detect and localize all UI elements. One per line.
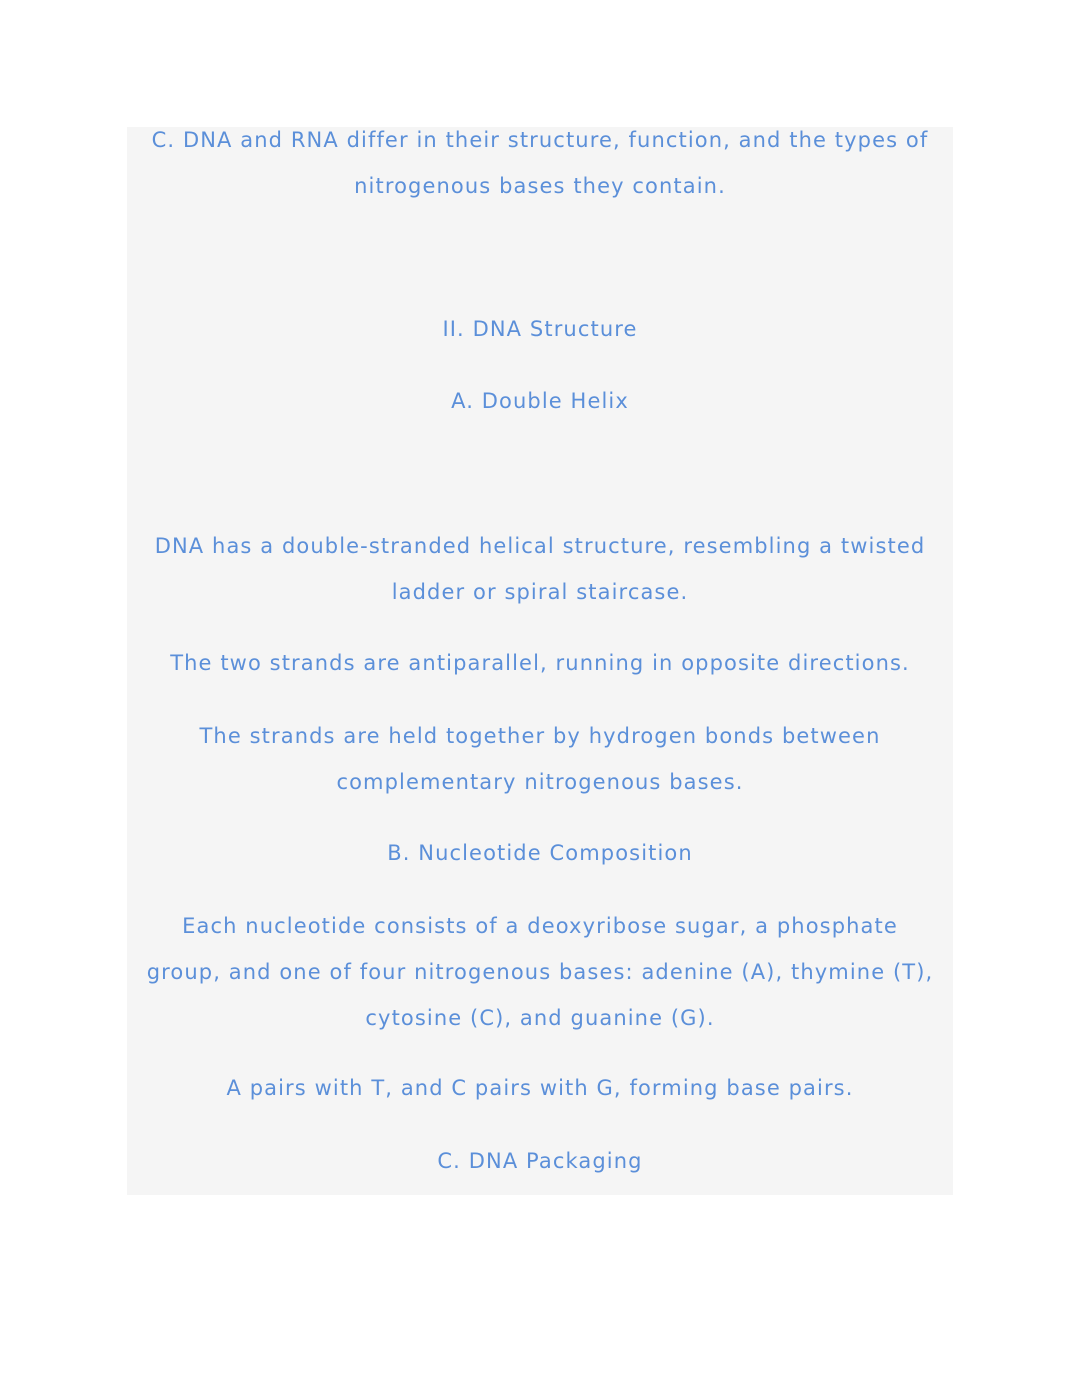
base-pairing-paragraph: A pairs with T, and C pairs with G, forming base pairs. (226, 1076, 854, 1100)
intro-line-2: nitrogenous bases they contain. (354, 174, 726, 198)
hydrogen-line-1: The strands are held together by hydrogen bonds between (199, 724, 881, 748)
nucleotide-paragraph (127, 903, 953, 1041)
subheading-double-helix: A. Double Helix (451, 389, 629, 413)
helix-line-2: ladder or spiral staircase. (391, 580, 689, 604)
nucleotide-line-2: group, and one of four nitrogenous bases: adenine (A), thymine (T), (146, 960, 934, 984)
helix-line-1: DNA has a double-stranded helical structure, resembling a twisted (154, 534, 926, 558)
antiparallel-paragraph: The two strands are antiparallel, running in opposite directions. (170, 651, 910, 675)
document-content-panel (127, 127, 953, 1195)
helix-paragraph (127, 523, 953, 615)
hydrogen-bonds-paragraph (127, 713, 953, 805)
nucleotide-line-3: cytosine (C), and guanine (G). (365, 1006, 715, 1030)
hydrogen-line-2: complementary nitrogenous bases. (336, 770, 744, 794)
section-heading-dna-structure: II. DNA Structure (442, 317, 638, 341)
nucleotide-line-1: Each nucleotide consists of a deoxyribose sugar, a phosphate (182, 914, 898, 938)
intro-paragraph (127, 117, 953, 209)
subheading-nucleotide-composition: B. Nucleotide Composition (387, 841, 693, 865)
intro-line-1: C. DNA and RNA differ in their structure, function, and the types of (151, 128, 929, 152)
subheading-dna-packaging: C. DNA Packaging (437, 1149, 643, 1173)
